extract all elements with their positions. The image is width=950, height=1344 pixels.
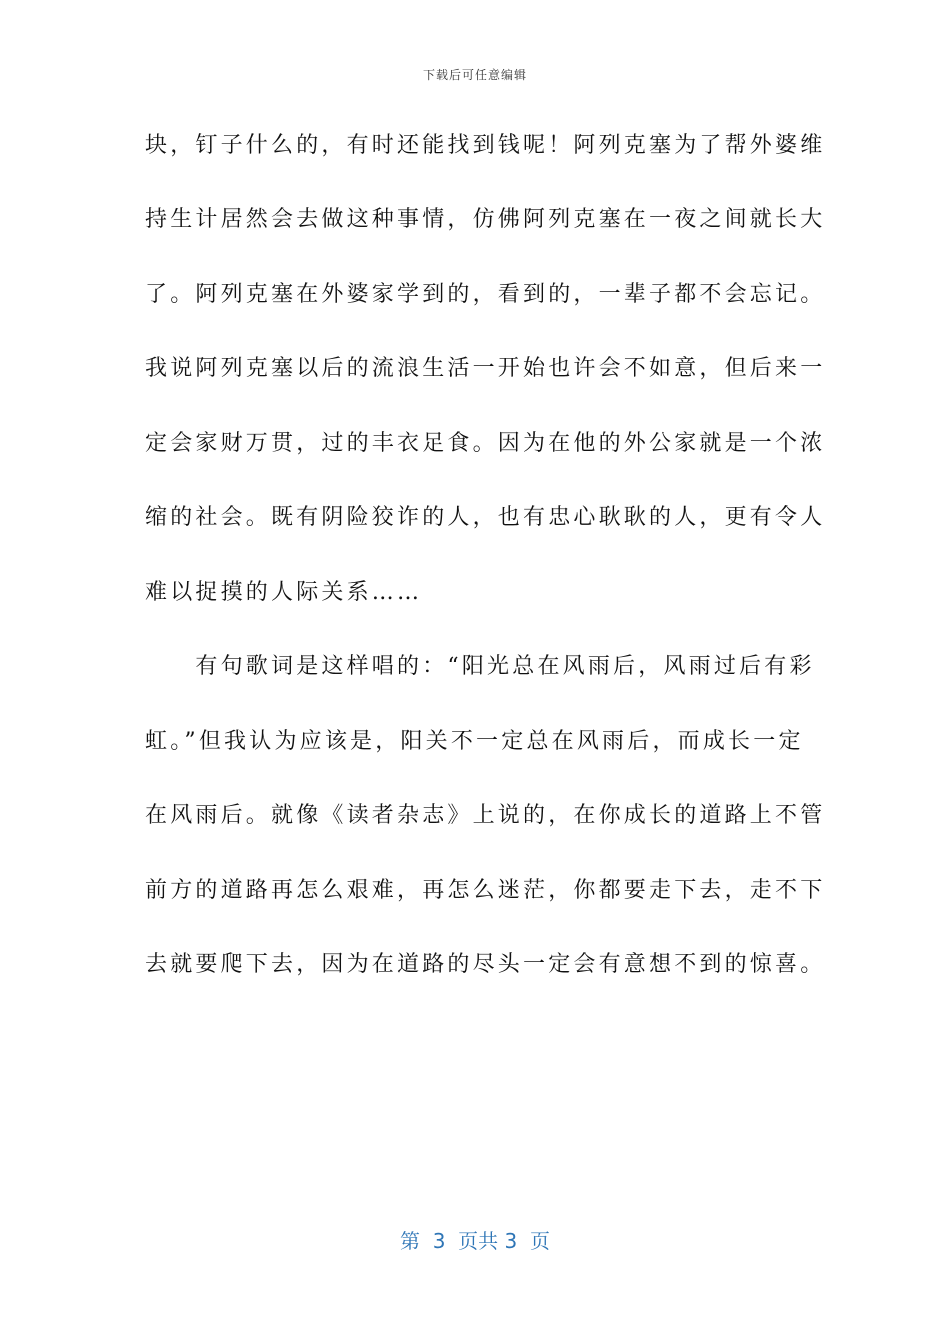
- page-header: 下载后可任意编辑: [422, 68, 527, 82]
- text-line: 去就要爬下去，因为在道路的尽头一定会有意想不到的惊喜。: [145, 952, 826, 977]
- text-line: 虹。”但我认为应该是，阳关不一定总在风雨后，而成长一定: [145, 729, 804, 754]
- text-line: 我说阿列克塞以后的流浪生活一开始也许会不如意，但后来一: [145, 356, 826, 381]
- text-line: 前方的道路再怎么艰难，再怎么迷茫，你都要走下去，走不下: [145, 878, 826, 903]
- text-line: 定会家财万贯，过的丰衣足食。因为在他的外公家就是一个浓: [145, 431, 826, 456]
- text-line: 在风雨后。就像《读者杂志》上说的，在你成长的道路上不管: [145, 803, 826, 828]
- text-line: 持生计居然会去做这种事情，仿佛阿列克塞在一夜之间就长大: [145, 207, 826, 232]
- page-footer: 第 3 页共 3 页: [400, 1229, 550, 1253]
- text-line: 了。阿列克塞在外婆家学到的，看到的，一辈子都不会忘记。: [145, 282, 826, 307]
- text-line: 块，钉子什么的，有时还能找到钱呢！阿列克塞为了帮外婆维: [145, 133, 826, 158]
- text-line: 有句歌词是这样唱的：“阳光总在风雨后，风雨过后有彩: [145, 654, 815, 679]
- text-line: 难以捉摸的人际关系……: [145, 580, 423, 605]
- text-line: 缩的社会。既有阴险狡诈的人，也有忠心耿耿的人，更有令人: [145, 505, 826, 530]
